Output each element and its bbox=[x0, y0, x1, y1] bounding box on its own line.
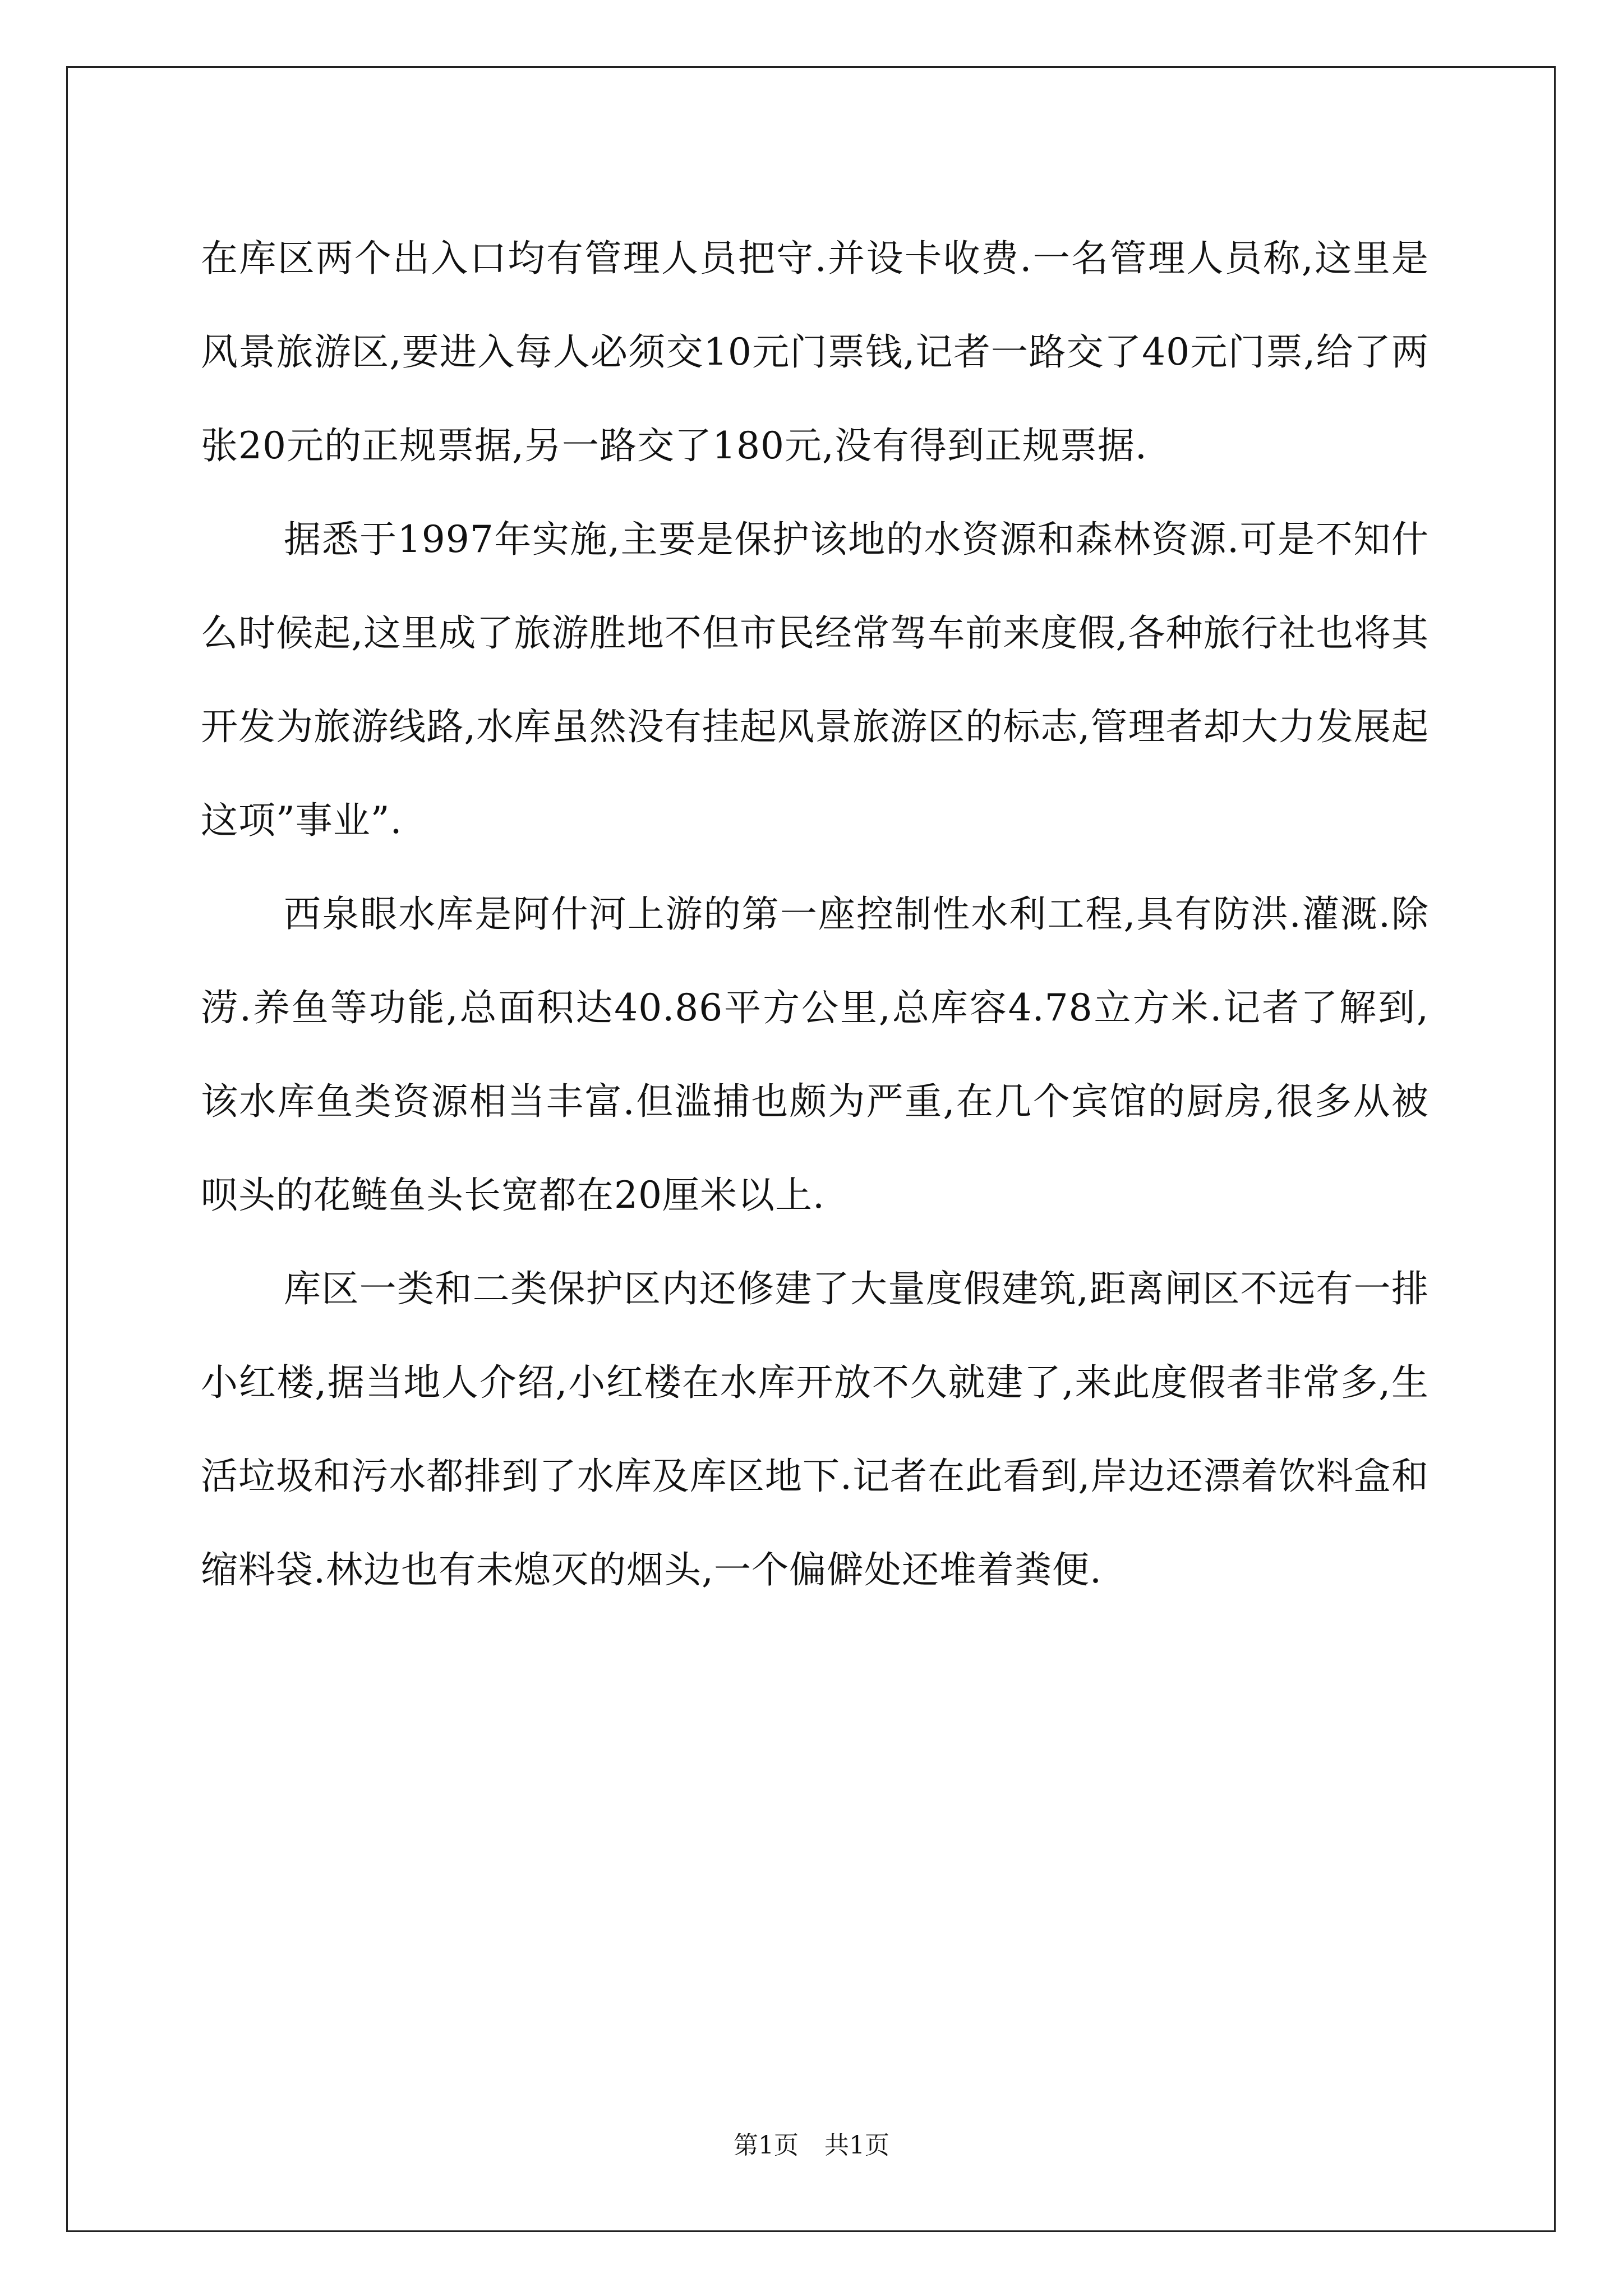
page-number-total: 共1页 bbox=[824, 2131, 889, 2160]
paragraph-1: 在库区两个出入口均有管理人员把守.并设卡收费.一名管理人员称,这里是风景旅游区,要进入每人必须交10元门票钱,记者一路交了40元门票,给了两张20元的正规票据,另一路交了180元,没有得到正规票据. bbox=[201, 237, 1429, 467]
page-footer bbox=[0, 2129, 1623, 2162]
document-body bbox=[201, 211, 1429, 1617]
page-number-current: 第1页 bbox=[734, 2131, 799, 2160]
paragraph-2: 据悉于1997年实施,主要是保护该地的水资源和森林资源.可是不知什么时候起,这里成了旅游胜地不但市民经常驾车前来度假,各种旅行社也将其开发为旅游线路,水库虽然没有挂起风景旅游区的标志,管理者却大力发展起这项”事业”. bbox=[201, 518, 1429, 842]
paragraph-4: 库区一类和二类保护区内还修建了大量度假建筑,距离闸区不远有一排小红楼,据当地人介绍,小红楼在水库开放不久就建了,来此度假者非常多,生活垃圾和污水都排到了水库及库区地下.记者在此看到,岸边还漂着饮料盒和缩料袋.林边也有未熄灭的烟头,一个偏僻处还堆着粪便. bbox=[201, 1267, 1429, 1591]
paragraph-3: 西泉眼水库是阿什河上游的第一座控制性水利工程,具有防洪.灌溉.除涝.养鱼等功能,总面积达40.86平方公里,总库容4.78立方米.记者了解到,该水库鱼类资源相当丰富.但滥捕也颇为严重,在几个宾馆的厨房,很多从被呗头的花鲢鱼头长宽都在20厘米以上. bbox=[201, 892, 1429, 1217]
